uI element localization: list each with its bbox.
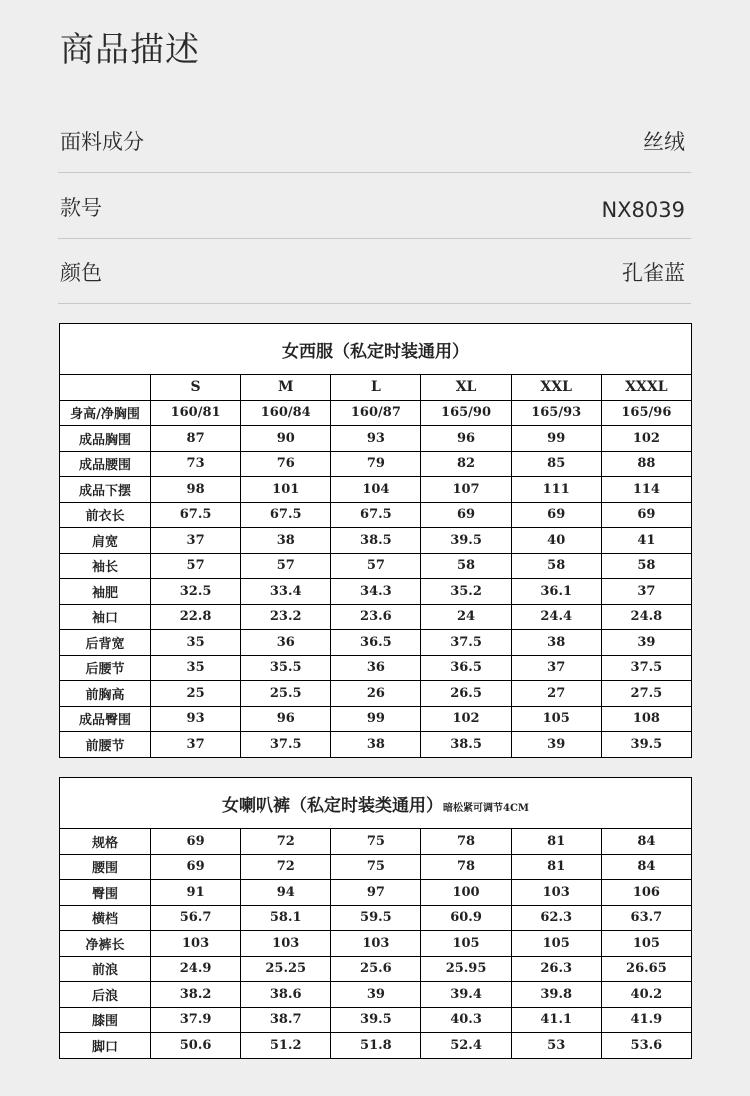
table-cell: 39.8 — [511, 982, 601, 1008]
row-label-cell: 规格 — [60, 829, 151, 855]
table-row — [60, 706, 692, 732]
table-cell: 50.6 — [151, 1033, 241, 1059]
table-cell: 41 — [601, 528, 691, 554]
table-cell: 88 — [601, 451, 691, 477]
table-cell: 103 — [331, 931, 421, 957]
size-header-cell: XL — [421, 375, 511, 401]
table-row — [60, 982, 692, 1008]
table-cell: 58 — [421, 553, 511, 579]
size-header-cell: XXL — [511, 375, 601, 401]
table-cell: 111 — [511, 477, 601, 503]
spec-row-color — [58, 251, 691, 304]
table-cell: 102 — [601, 426, 691, 452]
page-title: 商品描述 — [60, 30, 200, 70]
table-cell: 165/90 — [421, 400, 511, 426]
row-label-cell: 成品胸围 — [60, 426, 151, 452]
table-cell: 53.6 — [601, 1033, 691, 1059]
table-cell: 40.3 — [421, 1007, 511, 1033]
table-cell: 38 — [331, 732, 421, 758]
table-cell: 58.1 — [241, 905, 331, 931]
table-cell: 33.4 — [241, 579, 331, 605]
row-label-cell: 膝围 — [60, 1007, 151, 1033]
table-row — [60, 528, 692, 554]
table-cell: 32.5 — [151, 579, 241, 605]
table-cell: 24.4 — [511, 604, 601, 630]
table-cell: 103 — [511, 880, 601, 906]
table-cell: 102 — [421, 706, 511, 732]
table-cell: 38.5 — [421, 732, 511, 758]
table-cell: 37 — [151, 528, 241, 554]
table-cell: 97 — [331, 880, 421, 906]
table-cell: 40.2 — [601, 982, 691, 1008]
table-cell: 56.7 — [151, 905, 241, 931]
table-cell: 39.5 — [421, 528, 511, 554]
table-cell: 104 — [331, 477, 421, 503]
table-cell: 79 — [331, 451, 421, 477]
table-cell: 78 — [421, 829, 511, 855]
table-row — [60, 681, 692, 707]
table-cell: 93 — [151, 706, 241, 732]
table-cell: 105 — [511, 931, 601, 957]
table-cell: 37.5 — [241, 732, 331, 758]
table-cell: 165/93 — [511, 400, 601, 426]
table-cell: 41.9 — [601, 1007, 691, 1033]
table-cell: 96 — [421, 426, 511, 452]
table-cell: 37 — [601, 579, 691, 605]
table-cell: 99 — [331, 706, 421, 732]
row-label-cell: 前腰节 — [60, 732, 151, 758]
table-row — [60, 604, 692, 630]
table-cell: 94 — [241, 880, 331, 906]
table-row — [60, 905, 692, 931]
suit-size-table — [59, 323, 692, 758]
row-label-cell: 前胸高 — [60, 681, 151, 707]
row-label-cell: 臀围 — [60, 880, 151, 906]
table-cell: 106 — [601, 880, 691, 906]
table-cell: 69 — [421, 502, 511, 528]
table-cell: 85 — [511, 451, 601, 477]
table-cell: 90 — [241, 426, 331, 452]
table-cell: 22.8 — [151, 604, 241, 630]
size-header-cell: L — [331, 375, 421, 401]
table-cell: 36.1 — [511, 579, 601, 605]
table-cell: 99 — [511, 426, 601, 452]
table-cell: 75 — [331, 829, 421, 855]
table-cell: 35 — [151, 655, 241, 681]
table-cell: 69 — [151, 854, 241, 880]
table-cell: 35.5 — [241, 655, 331, 681]
row-label-cell: 成品臀围 — [60, 706, 151, 732]
table-cell: 34.3 — [331, 579, 421, 605]
table-cell: 96 — [241, 706, 331, 732]
table-cell: 24 — [421, 604, 511, 630]
table-cell: 67.5 — [241, 502, 331, 528]
table-cell: 39.5 — [601, 732, 691, 758]
spec-label: 款号 — [60, 196, 102, 220]
table-row — [60, 630, 692, 656]
table-cell: 101 — [241, 477, 331, 503]
table-cell: 165/96 — [601, 400, 691, 426]
row-label-cell: 袖口 — [60, 604, 151, 630]
table-cell: 23.6 — [331, 604, 421, 630]
table-row — [60, 426, 692, 452]
pants-table-note: 暗松紧可调节4CM — [443, 802, 529, 814]
table-cell: 27.5 — [601, 681, 691, 707]
table-cell: 51.2 — [241, 1033, 331, 1059]
table-cell: 52.4 — [421, 1033, 511, 1059]
table-cell: 57 — [151, 553, 241, 579]
table-cell: 72 — [241, 854, 331, 880]
table-cell: 26 — [331, 681, 421, 707]
table-cell: 39.5 — [331, 1007, 421, 1033]
table-cell: 37.5 — [421, 630, 511, 656]
suit-table-caption: 女西服（私定时装通用） — [60, 324, 692, 375]
row-label-cell: 成品下摆 — [60, 477, 151, 503]
table-cell: 60.9 — [421, 905, 511, 931]
table-cell: 35.2 — [421, 579, 511, 605]
table-cell: 36.5 — [331, 630, 421, 656]
table-cell: 23.2 — [241, 604, 331, 630]
table-cell: 51.8 — [331, 1033, 421, 1059]
table-cell: 103 — [151, 931, 241, 957]
table-cell: 105 — [601, 931, 691, 957]
table-cell: 114 — [601, 477, 691, 503]
table-cell: 35 — [151, 630, 241, 656]
table-cell: 76 — [241, 451, 331, 477]
size-header-cell: S — [151, 375, 241, 401]
table-cell: 40 — [511, 528, 601, 554]
table-row — [60, 732, 692, 758]
table-cell: 87 — [151, 426, 241, 452]
size-header-cell: XXXL — [601, 375, 691, 401]
table-cell: 75 — [331, 854, 421, 880]
table-row — [60, 1033, 692, 1059]
table-cell: 72 — [241, 829, 331, 855]
table-cell: 39 — [601, 630, 691, 656]
table-row — [60, 880, 692, 906]
table-row — [60, 400, 692, 426]
table-row — [60, 502, 692, 528]
table-cell: 25.25 — [241, 956, 331, 982]
pants-table-caption — [60, 778, 692, 829]
table-cell: 108 — [601, 706, 691, 732]
table-row — [60, 553, 692, 579]
table-cell: 100 — [421, 880, 511, 906]
table-cell: 84 — [601, 854, 691, 880]
pants-size-table — [59, 777, 692, 1059]
table-cell: 37.5 — [601, 655, 691, 681]
table-cell: 39 — [331, 982, 421, 1008]
table-cell: 38 — [511, 630, 601, 656]
table-cell: 41.1 — [511, 1007, 601, 1033]
table-cell: 27 — [511, 681, 601, 707]
table-row — [60, 956, 692, 982]
table-cell: 37.9 — [151, 1007, 241, 1033]
table-cell: 37 — [151, 732, 241, 758]
size-header-cell: M — [241, 375, 331, 401]
table-cell: 38.6 — [241, 982, 331, 1008]
table-cell: 73 — [151, 451, 241, 477]
spec-value: NX8039 — [601, 198, 685, 222]
table-cell: 63.7 — [601, 905, 691, 931]
table-cell: 38.5 — [331, 528, 421, 554]
table-cell: 24.8 — [601, 604, 691, 630]
row-label-cell: 前浪 — [60, 956, 151, 982]
table-cell: 67.5 — [331, 502, 421, 528]
table-cell: 25.6 — [331, 956, 421, 982]
spec-value: 孔雀蓝 — [622, 261, 685, 285]
row-label-cell: 成品腰围 — [60, 451, 151, 477]
table-cell: 69 — [601, 502, 691, 528]
table-cell: 62.3 — [511, 905, 601, 931]
spec-row-fabric — [58, 120, 691, 173]
table-cell: 78 — [421, 854, 511, 880]
spec-label: 颜色 — [60, 261, 102, 285]
row-label-cell: 净裤长 — [60, 931, 151, 957]
table-cell: 105 — [511, 706, 601, 732]
table-cell: 26.3 — [511, 956, 601, 982]
table-cell: 36 — [241, 630, 331, 656]
table-cell: 25 — [151, 681, 241, 707]
row-label-cell: 袖肥 — [60, 579, 151, 605]
table-cell: 107 — [421, 477, 511, 503]
table-cell: 160/84 — [241, 400, 331, 426]
table-row — [60, 829, 692, 855]
table-cell: 69 — [151, 829, 241, 855]
table-cell: 39.4 — [421, 982, 511, 1008]
table-cell: 98 — [151, 477, 241, 503]
header-corner-cell — [60, 375, 151, 401]
table-cell: 58 — [601, 553, 691, 579]
table-cell: 25.5 — [241, 681, 331, 707]
row-label-cell: 后背宽 — [60, 630, 151, 656]
table-cell: 24.9 — [151, 956, 241, 982]
table-row — [60, 579, 692, 605]
table-cell: 38 — [241, 528, 331, 554]
table-row — [60, 477, 692, 503]
table-cell: 84 — [601, 829, 691, 855]
table-cell: 105 — [421, 931, 511, 957]
table-cell: 57 — [331, 553, 421, 579]
table-cell: 25.95 — [421, 956, 511, 982]
pants-table-title: 女喇叭裤（私定时装类通用） — [222, 795, 443, 816]
table-cell: 38.2 — [151, 982, 241, 1008]
table-cell: 37 — [511, 655, 601, 681]
table-cell: 58 — [511, 553, 601, 579]
table-row — [60, 931, 692, 957]
table-cell: 160/81 — [151, 400, 241, 426]
table-row — [60, 375, 692, 401]
table-cell: 81 — [511, 829, 601, 855]
table-cell: 53 — [511, 1033, 601, 1059]
spec-label: 面料成分 — [60, 130, 144, 154]
row-label-cell: 横档 — [60, 905, 151, 931]
row-label-cell: 后浪 — [60, 982, 151, 1008]
table-cell: 26.5 — [421, 681, 511, 707]
table-cell: 103 — [241, 931, 331, 957]
table-cell: 91 — [151, 880, 241, 906]
table-cell: 38.7 — [241, 1007, 331, 1033]
table-cell: 82 — [421, 451, 511, 477]
row-label-cell: 身高/净胸围 — [60, 400, 151, 426]
row-label-cell: 肩宽 — [60, 528, 151, 554]
table-row — [60, 1007, 692, 1033]
table-cell: 36.5 — [421, 655, 511, 681]
spec-value: 丝绒 — [643, 130, 685, 154]
table-cell: 57 — [241, 553, 331, 579]
table-cell: 26.65 — [601, 956, 691, 982]
table-row — [60, 854, 692, 880]
spec-row-style-number — [58, 186, 691, 239]
table-cell: 81 — [511, 854, 601, 880]
row-label-cell: 前衣长 — [60, 502, 151, 528]
table-row — [60, 655, 692, 681]
row-label-cell: 后腰节 — [60, 655, 151, 681]
table-cell: 69 — [511, 502, 601, 528]
row-label-cell: 袖长 — [60, 553, 151, 579]
table-cell: 39 — [511, 732, 601, 758]
table-row — [60, 451, 692, 477]
table-cell: 93 — [331, 426, 421, 452]
table-cell: 67.5 — [151, 502, 241, 528]
table-cell: 36 — [331, 655, 421, 681]
table-cell: 59.5 — [331, 905, 421, 931]
table-cell: 160/87 — [331, 400, 421, 426]
row-label-cell: 腰围 — [60, 854, 151, 880]
row-label-cell: 脚口 — [60, 1033, 151, 1059]
